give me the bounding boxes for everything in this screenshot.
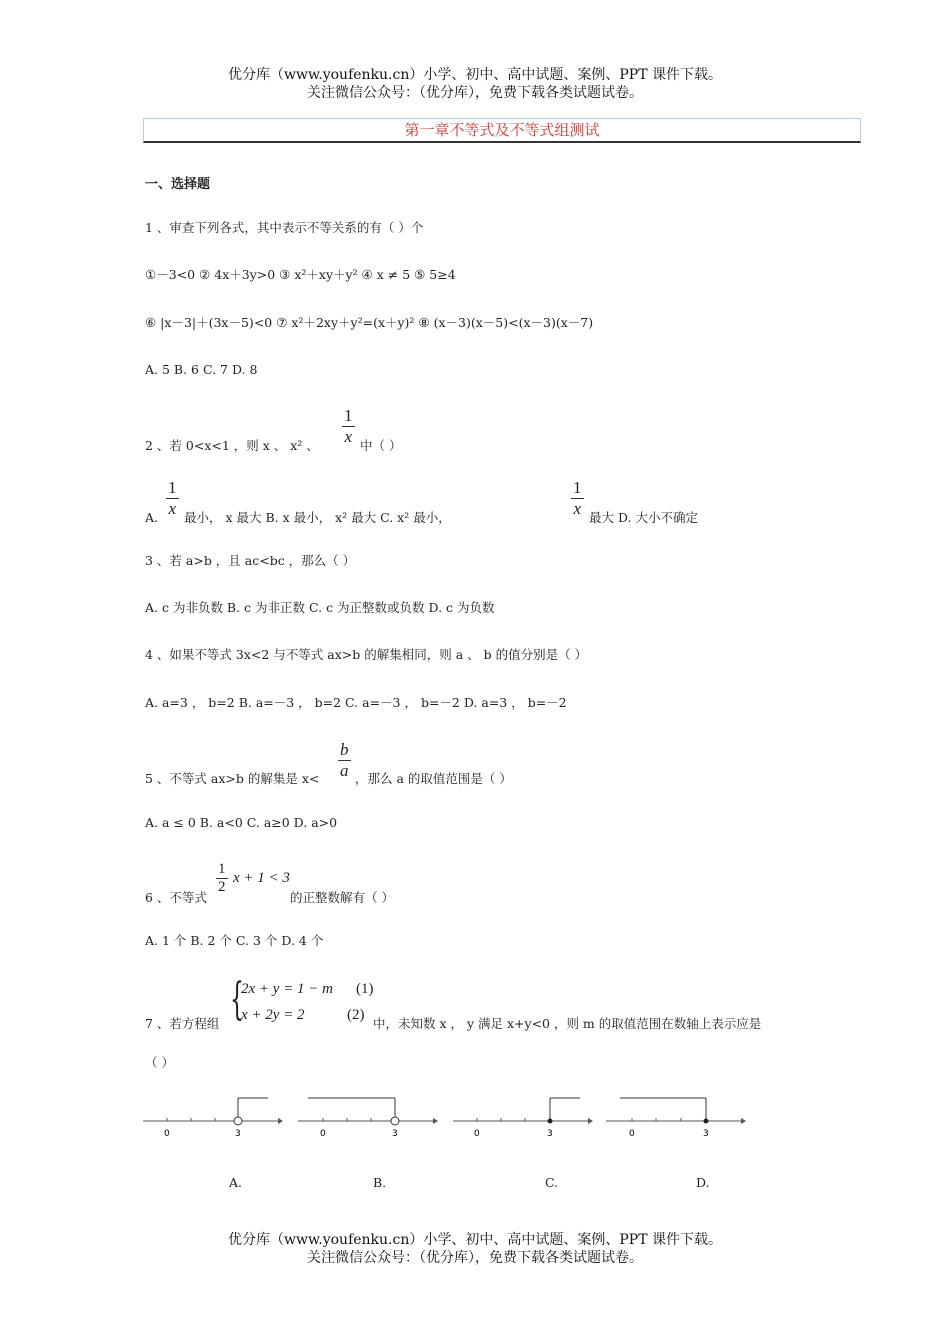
q5-frac-num: b xyxy=(340,740,349,759)
section-heading: 一、选择题 xyxy=(145,177,211,192)
q5-options: A. a ≤ 0 B. a<0 C. a≥0 D. a>0 xyxy=(145,815,338,830)
nl-d-tick-3: 3 xyxy=(703,1129,709,1139)
q2-opt-c-frac-num: 1 xyxy=(573,478,582,497)
q6-stem-a: 6 、不等式 xyxy=(145,890,207,905)
q2-options: 最小， x 最大 B. x 最小， x² 最大 C. x² 最小， xyxy=(184,510,451,525)
q6-stem-b: 的正整数解有（ ） xyxy=(290,890,394,905)
q7-stem-a: 7 、若方程组 xyxy=(145,1016,220,1031)
number-line-a xyxy=(143,1090,283,1140)
q2-opt-a-frac-num: 1 xyxy=(168,478,177,497)
q4-options: A. a=3 ， b=2 B. a=－3 ， b=2 C. a=－3 ， b=－2 D. a=3 ， b=－2 xyxy=(145,695,567,710)
number-line-d xyxy=(606,1090,746,1140)
q7-eq1-number: (1) xyxy=(356,981,374,997)
footer-line-1: 优分库（www.youfenku.cn）小学、初中、高中试题、案例、PPT 课件下载。 xyxy=(227,1232,722,1248)
nl-a-tick-0: 0 xyxy=(164,1129,170,1139)
q2-frac-den: x xyxy=(344,427,353,446)
footer-line-2: 关注微信公众号：（优分库），免费下载各类试题试卷。 xyxy=(307,1250,643,1266)
nl-a-tick-3: 3 xyxy=(235,1129,241,1139)
q7-option-b-label: B. xyxy=(373,1175,387,1190)
q7-stem-b: 中，未知数 x ， y 满足 x+y<0 ，则 m 的取值范围在数轴上表示应是 xyxy=(373,1016,762,1031)
q7-stem-c: （ ） xyxy=(145,1055,174,1070)
number-line-b xyxy=(298,1090,438,1140)
q5-frac-den: a xyxy=(340,761,349,780)
q7-option-c-label: C. xyxy=(545,1175,559,1190)
q5-stem-a: 5 、不等式 ax>b 的解集是 x< xyxy=(145,771,320,786)
q1-stem: 1 、审查下列各式，其中表示不等关系的有（ ）个 xyxy=(145,220,424,235)
q2-opt-c-frac-den: x xyxy=(573,499,582,518)
q6-expression: x + 1 < 3 xyxy=(233,870,290,886)
q4-stem: 4 、如果不等式 3x<2 与不等式 ax>b 的解集相同，则 a 、 b 的值分别是（ ） xyxy=(145,647,588,662)
q7-option-d-label: D. xyxy=(696,1175,710,1190)
q6-options: A. 1 个 B. 2 个 C. 3 个 D. 4 个 xyxy=(145,933,324,948)
q1-row2: ⑥ |x－3|＋(3x－5)<0 ⑦ x²＋2xy＋y²=(x＋y)² ⑧ (x－3)(x－5)<(x－3)(x－7) xyxy=(145,315,594,330)
header-line-1: 优分库（www.youfenku.cn）小学、初中、高中试题、案例、PPT 课件下载。 xyxy=(227,67,722,83)
nl-d-tick-0: 0 xyxy=(629,1129,635,1139)
q2-frac-num: 1 xyxy=(344,406,353,425)
q7-brace: { xyxy=(230,974,244,1025)
q5-fraction xyxy=(338,740,351,781)
q2-opt-a-label: A. xyxy=(145,510,159,525)
q2-opt-a-frac-den: x xyxy=(168,499,177,518)
q2-stem-b: 中（ ） xyxy=(360,438,402,453)
q7-option-a-label: A. xyxy=(229,1175,243,1190)
q7-eq1: 2x + y = 1 − m xyxy=(241,981,334,997)
q2-opt-c-fraction xyxy=(571,478,584,519)
q2-options-tail: 最大 D. 大小不确定 xyxy=(589,510,698,525)
q5-stem-b: ，那么 a 的取值范围是（ ） xyxy=(355,771,512,786)
number-line-c xyxy=(453,1090,593,1140)
q6-frac-den: 2 xyxy=(218,879,226,895)
q1-row1: ①－3<0 ② 4x＋3y>0 ③ x²＋xy＋y² ④ x ≠ 5 ⑤ 5≥4 xyxy=(145,267,456,282)
q7-eq2-number: (2) xyxy=(347,1007,365,1023)
q3-options: A. c 为非负数 B. c 为非正数 C. c 为正整数或负数 D. c 为负数 xyxy=(145,600,495,615)
nl-c-tick-0: 0 xyxy=(474,1129,480,1139)
header-line-2: 关注微信公众号：（优分库），免费下载各类试题试卷。 xyxy=(307,85,643,101)
q6-frac-num: 1 xyxy=(218,861,226,877)
q2-opt-a-fraction xyxy=(166,478,179,519)
nl-b-tick-0: 0 xyxy=(320,1129,326,1139)
nl-c-tick-3: 3 xyxy=(547,1129,553,1139)
q2-stem-a: 2 、若 0<x<1 ，则 x 、 x² 、 xyxy=(145,438,319,453)
q3-stem: 3 、若 a>b ，且 ac<bc ，那么（ ） xyxy=(145,553,356,568)
q7-eq2: x + 2y = 2 xyxy=(241,1007,305,1023)
q6-fraction xyxy=(216,861,228,896)
q1-options: A. 5 B. 6 C. 7 D. 8 xyxy=(145,362,258,377)
q2-fraction xyxy=(342,406,355,447)
nl-b-tick-3: 3 xyxy=(392,1129,398,1139)
page-title: 第一章不等式及不等式组测试 xyxy=(143,118,861,143)
